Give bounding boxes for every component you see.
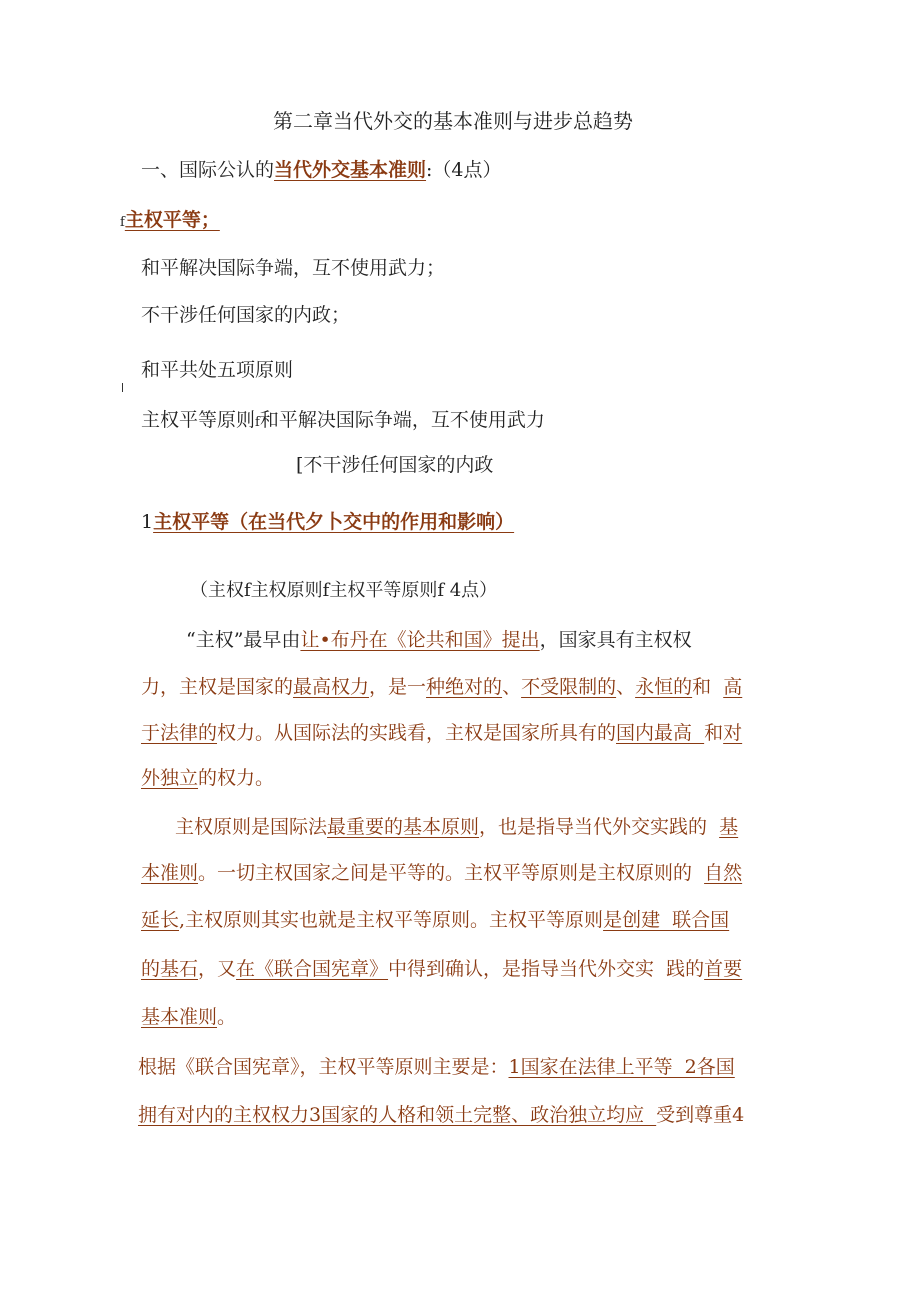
- principle-item-3: 不干涉任何国家的内政；: [141, 304, 351, 326]
- summary-line: [141, 407, 545, 436]
- p2-text: ，又: [198, 958, 237, 980]
- p1-underline: 种绝对的: [426, 676, 503, 698]
- p2-text: 主权原则是国际法: [175, 816, 328, 838]
- p1-underline: 外独立: [141, 767, 199, 789]
- p2-line5: [141, 1004, 236, 1030]
- p3-underline: 拥有对内的主权权力3国家的人格和领土完整、政治独立均应: [138, 1104, 657, 1126]
- p1-underline: 让•布丹在《论共和国》提出: [300, 629, 540, 651]
- p1-underline: 不受限制的: [521, 676, 617, 698]
- p1-underline: 永恒的: [635, 676, 693, 698]
- heading-text: 主权平等（在当代夕卜交中的作用和影响）: [153, 511, 515, 533]
- p2-underline: 基本准则: [141, 1006, 218, 1028]
- p2-text: ，也是指导当代外交实践的: [479, 816, 720, 838]
- p2-underline: 延长: [141, 909, 180, 931]
- p2-underline: 最重要的基本原则: [327, 816, 480, 838]
- p1-text: 、: [616, 676, 636, 698]
- p3-text: 受到尊重4: [656, 1104, 745, 1126]
- p2-underline: 基: [719, 816, 739, 838]
- p1-underline: 于法律的: [141, 722, 218, 744]
- p1-underline: 高: [723, 676, 743, 698]
- p1-text: ，是一: [369, 676, 427, 698]
- item-mark: f: [120, 215, 125, 230]
- p2-line3: [141, 907, 729, 933]
- principle-item-4: 和平共处五项原则: [141, 359, 294, 381]
- p1-text: 和: [704, 722, 724, 744]
- heading-num: 1: [141, 511, 154, 533]
- p2-underline: 是创建 联合国: [603, 909, 730, 931]
- p3-text: 根据《联合国宪章》，主权平等原则主要是：: [138, 1056, 509, 1078]
- p1-underline: 最高权力: [293, 676, 370, 698]
- p1-text: 和: [692, 676, 724, 698]
- heading-2: [141, 509, 514, 535]
- tick-mark: [122, 383, 123, 392]
- p1-text: “主权”最早由: [186, 629, 301, 651]
- p1-text: 、: [502, 676, 522, 698]
- p3-underline: 1国家在法律上平等 2各国: [508, 1056, 735, 1078]
- summary-a: 主权平等原则: [141, 409, 256, 431]
- summary-mark: f: [255, 415, 260, 430]
- item-text: 主权平等；: [124, 209, 220, 231]
- p2-underline: 自然: [704, 862, 743, 884]
- p2-text: ,主权原则其实也就是主权平等原则。主权平等原则: [179, 909, 604, 931]
- p1-text: ，国家具有主权权: [539, 629, 692, 651]
- section-heading-1: [141, 157, 502, 183]
- p2-text: 。: [217, 1006, 237, 1028]
- p2-line4: [141, 956, 742, 982]
- p2-line1: [175, 814, 738, 840]
- section-suffix: :（4点）: [426, 159, 502, 181]
- section-prefix: 一、国际公认的: [141, 159, 275, 181]
- p2-text: 中得到确认，是指导当代外交实 践的: [388, 958, 705, 980]
- summary-b: 和平解决国际争端，互不使用武力: [259, 409, 545, 431]
- p1-text: 权力。从国际法的实践看，主权是国家所具有的: [217, 722, 617, 744]
- p2-text: 。一切主权国家之间是平等的。主权平等原则是主权原则的: [198, 862, 705, 884]
- principle-item-2: 和平解决国际争端，互不使用武力；: [141, 257, 446, 279]
- principle-item-1: [120, 207, 220, 236]
- sub-heading: （主权f主权原则f主权平等原则f 4点）: [190, 580, 498, 601]
- page-title: 第二章当代外交的基本准则与进步总趋势: [273, 109, 633, 133]
- p2-line2: [141, 860, 742, 886]
- p1-text: 力，主权是国家的: [141, 676, 294, 698]
- section-term: 当代外交基本准则: [274, 159, 427, 181]
- p1-line4: [141, 765, 274, 791]
- p3-line2: [138, 1102, 744, 1128]
- p1-line2: [141, 674, 742, 700]
- p1-line1: [186, 627, 692, 653]
- p2-underline: 在《联合国宪章》: [236, 958, 389, 980]
- p2-underline: 首要: [704, 958, 743, 980]
- summary-line-2: [不干涉任何国家的内政: [296, 454, 494, 476]
- p2-underline: 本准则: [141, 862, 199, 884]
- p1-line3: [141, 720, 742, 746]
- p1-text: 的权力。: [198, 767, 275, 789]
- p1-underline: 国内最高: [616, 722, 705, 744]
- p3-line1: [138, 1054, 735, 1080]
- p1-underline: 对: [723, 722, 743, 744]
- p2-underline: 的基石: [141, 958, 199, 980]
